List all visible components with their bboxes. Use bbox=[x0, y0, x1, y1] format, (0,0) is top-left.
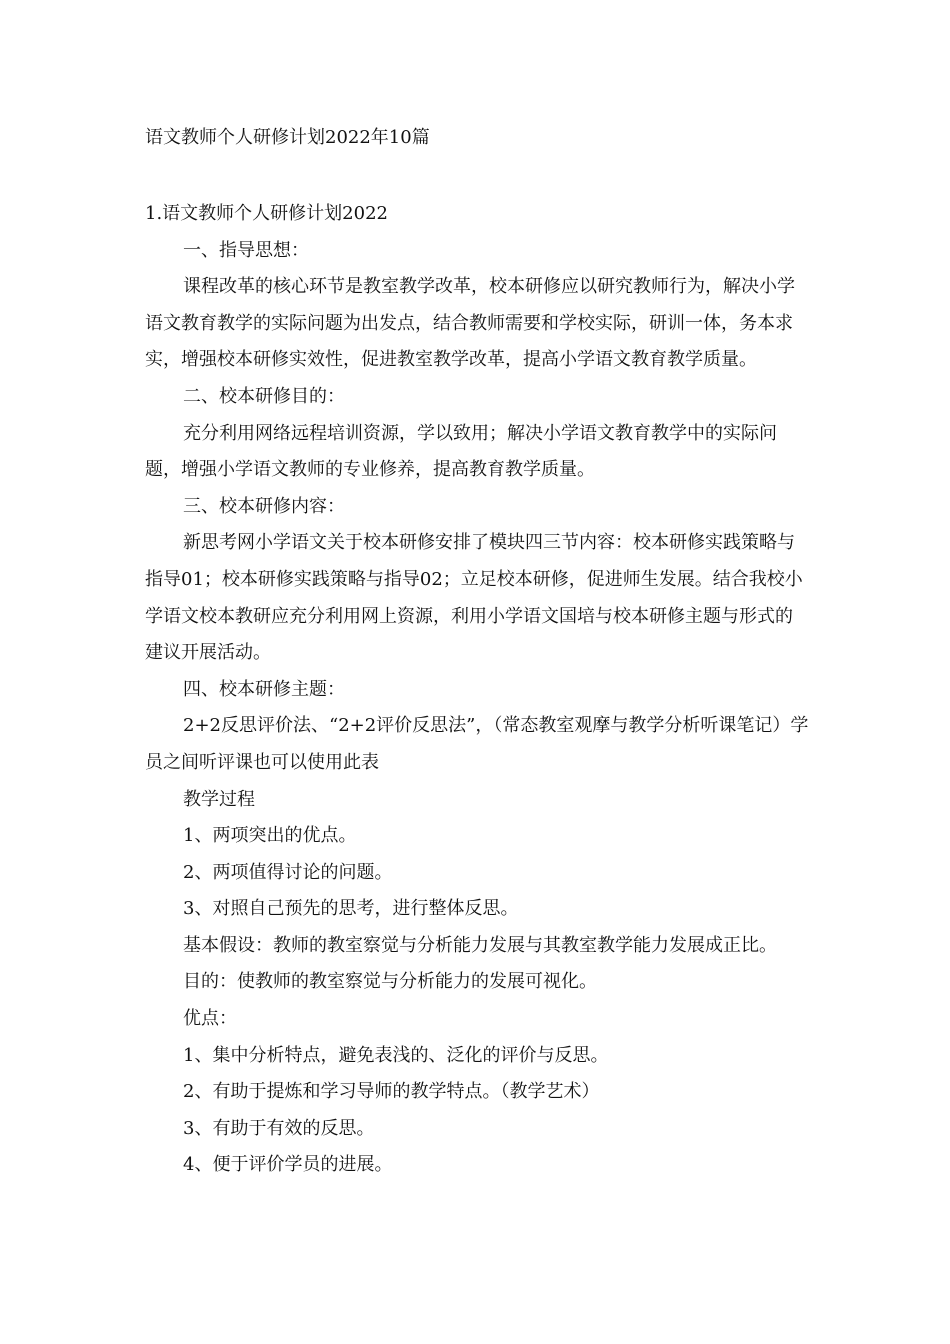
advantages-label: 优点： bbox=[183, 1008, 237, 1030]
paragraph-guiding-ideology: 课程改革的核心环节是教室教学改革，校本研修应以研究教师行为，解决小学语文教育教学的实际问题为出发点，结合教师需要和学校实际，研训一体，务本求实，增强校本研修实效性，促进教室教学改革，提高小学语文教育教学质量。 bbox=[145, 276, 795, 371]
paragraph-research-purpose: 充分利用网络远程培训资源，学以致用；解决小学语文教育教学中的实际问题，增强小学语文教师的专业修养，提高教育教学质量。 bbox=[145, 422, 777, 481]
purpose-line: 目的：使教师的教室察觉与分析能力的发展可视化。 bbox=[183, 971, 597, 993]
heading-research-theme: 四、校本研修主题： bbox=[183, 678, 345, 700]
paragraph-research-content: 新思考网小学语文关于校本研修安排了模块四三节内容：校本研修实践策略与指导01；校本研修实践策略与指导02；立足校本研修，促进师生发展。结合我校小学语文校本教研应充分利用网上资源，利用小学语文国培与校本研修主题与形式的建议开展活动。 bbox=[145, 532, 803, 664]
section-heading: 1.语文教师个人研修计划2022 bbox=[145, 203, 388, 224]
document-title: 语文教师个人研修计划2022年10篇 bbox=[145, 127, 430, 148]
paragraph-research-theme: 2+2反思评价法、“2+2评价反思法”，（常态教室观摩与教学分析听课笔记）学员之间听评课也可以使用此表 bbox=[145, 715, 809, 773]
list-item: 3、对照自己预先的思考，进行整体反思。 bbox=[183, 898, 519, 920]
teaching-process-label: 教学过程 bbox=[183, 788, 255, 810]
list-item: 2、两项值得讨论的问题。 bbox=[183, 861, 393, 883]
list-item: 2、有助于提炼和学习导师的教学特点。（教学艺术） bbox=[183, 1081, 600, 1103]
list-item: 1、集中分析特点，避免表浅的、泛化的评价与反思。 bbox=[183, 1044, 609, 1066]
document-body bbox=[145, 196, 810, 1184]
basic-assumption: 基本假设：教师的教室察觉与分析能力发展与其教室教学能力发展成正比。 bbox=[183, 934, 777, 956]
heading-research-purpose: 二、校本研修目的： bbox=[183, 385, 345, 407]
list-item: 3、有助于有效的反思。 bbox=[183, 1117, 375, 1139]
list-item: 1、两项突出的优点。 bbox=[183, 825, 357, 847]
heading-research-content: 三、校本研修内容： bbox=[183, 495, 345, 517]
list-item: 4、便于评价学员的进展。 bbox=[183, 1154, 393, 1176]
heading-guiding-ideology: 一、指导思想： bbox=[183, 239, 309, 261]
